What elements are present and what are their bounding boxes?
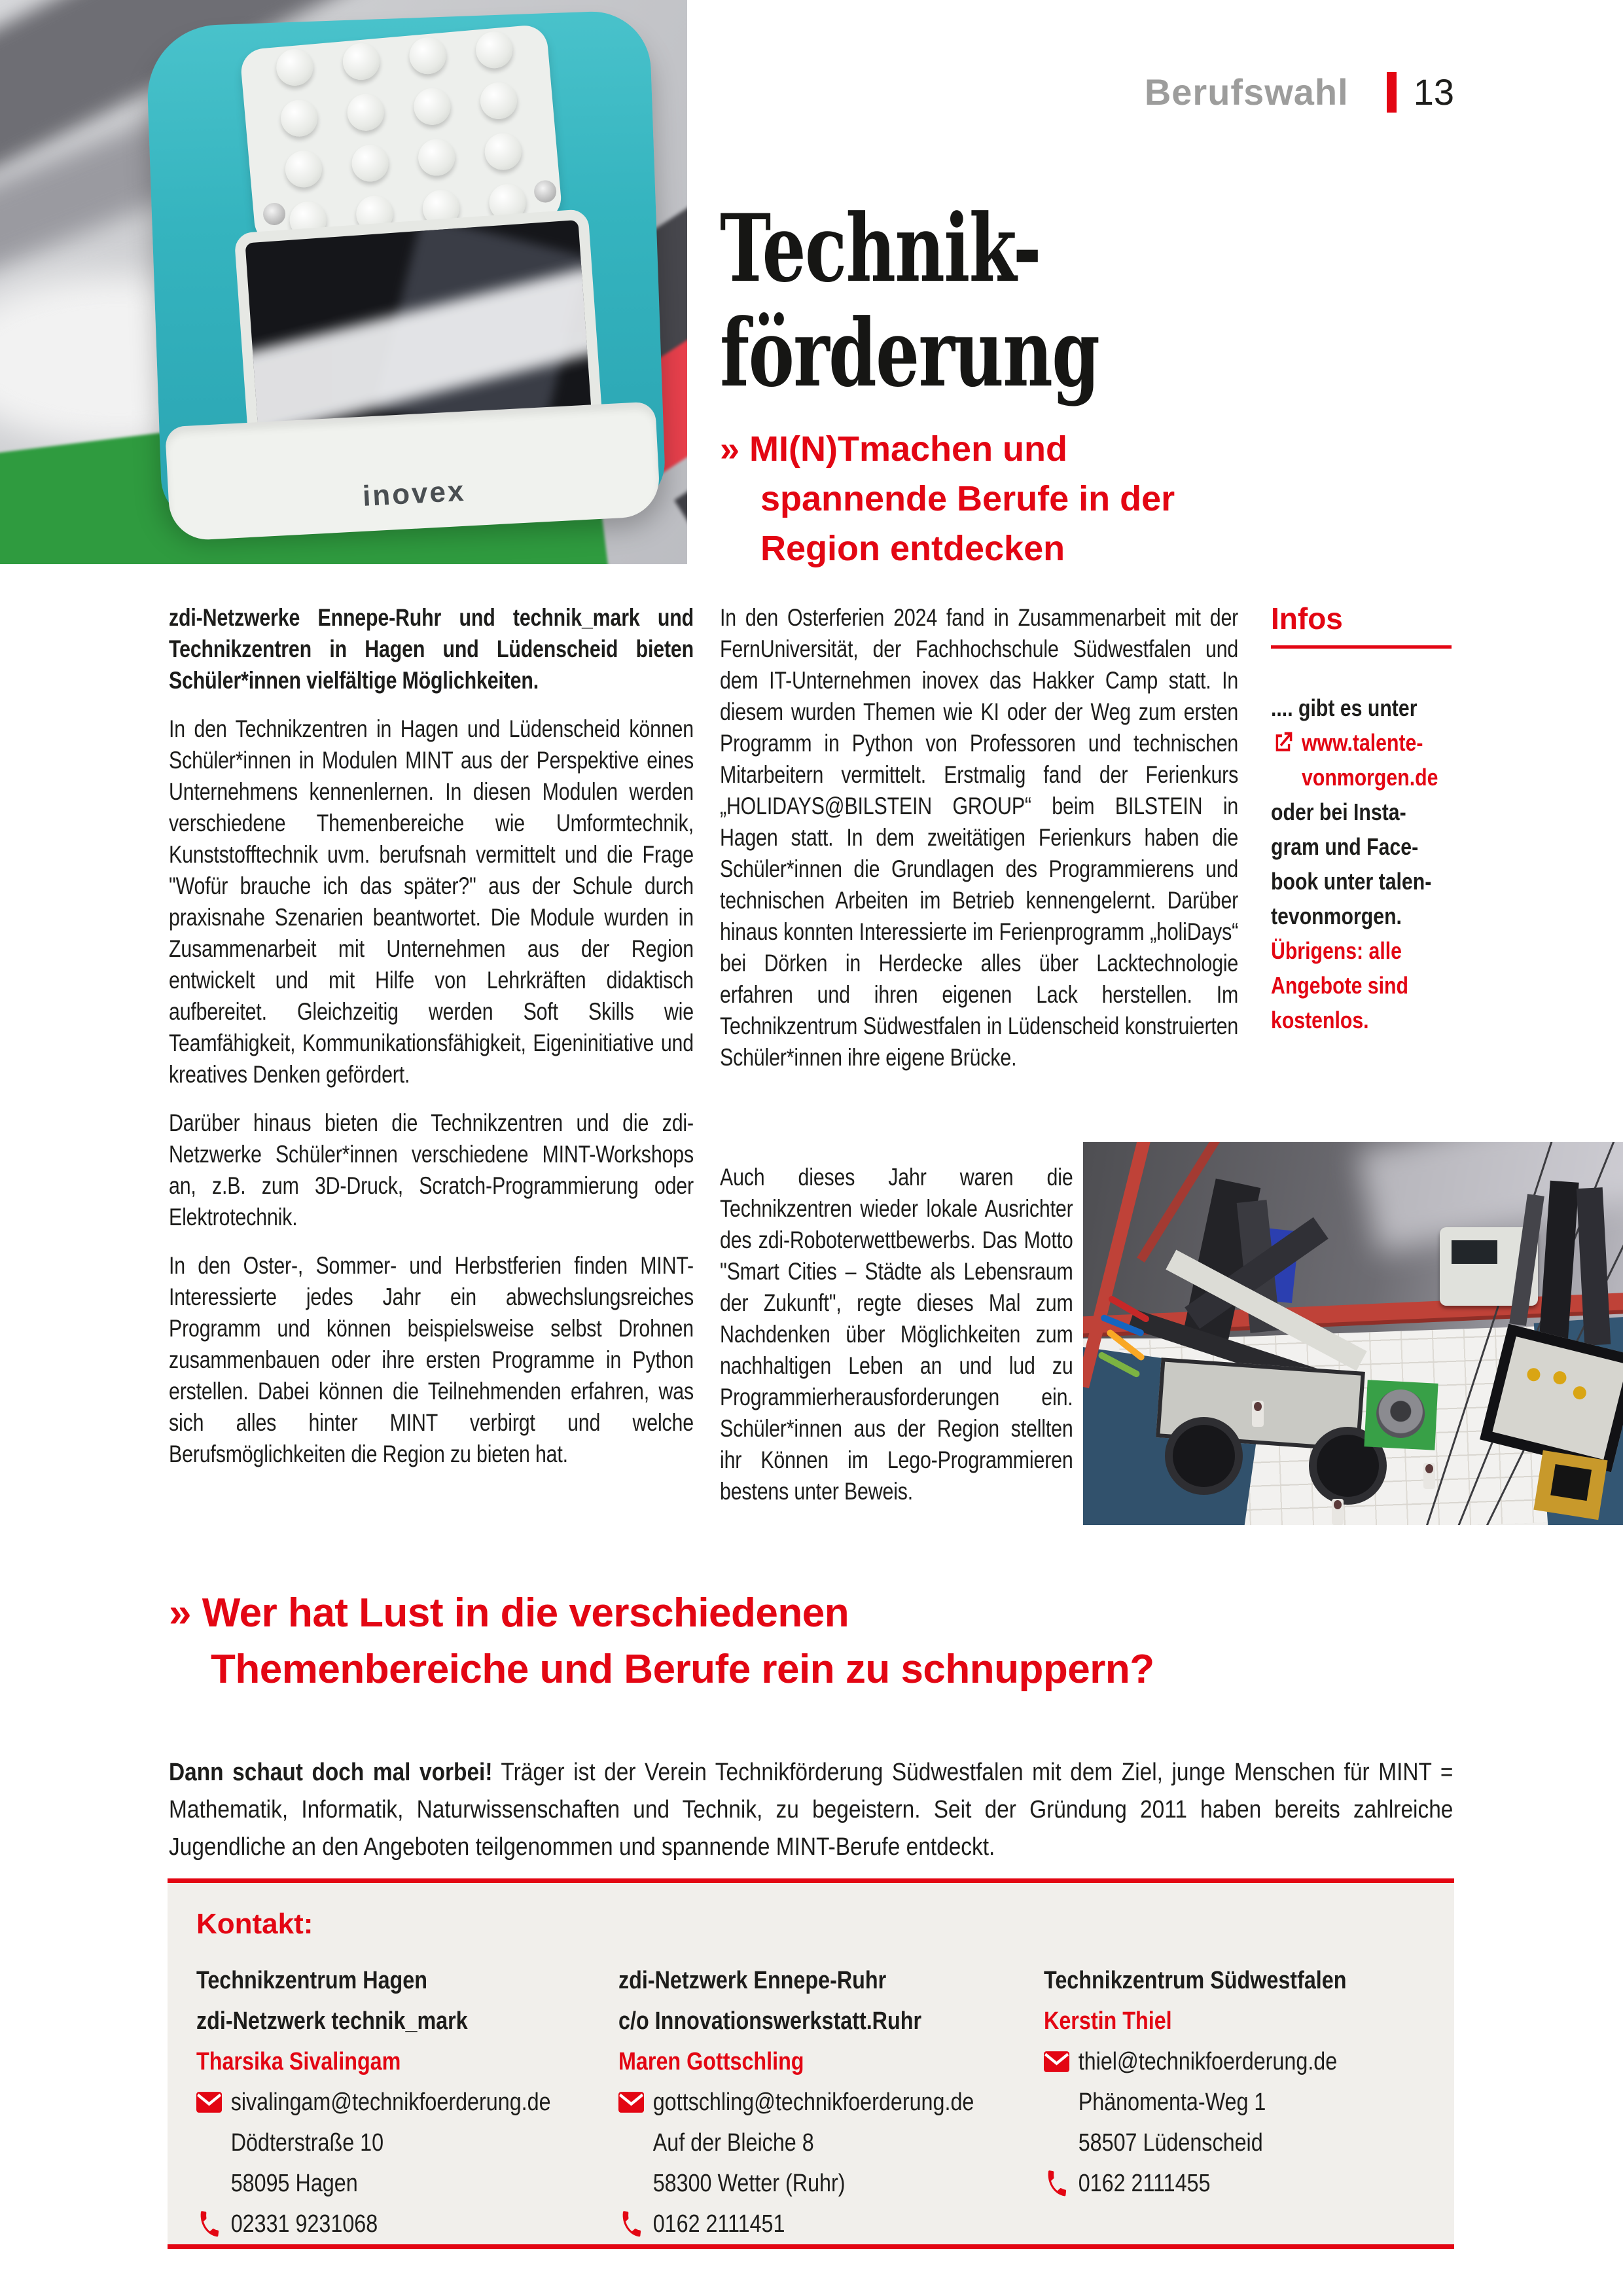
mail-icon xyxy=(1044,2050,1069,2073)
info-line: gram und Face- xyxy=(1271,833,1419,860)
section-label: Berufswahl xyxy=(1144,71,1349,113)
info-link-row[interactable] xyxy=(1271,725,1455,760)
contact-city: 58300 Wetter (Ruhr) xyxy=(652,2170,846,2197)
intro-paragraph: zdi-Netzwerke Ennepe-Ruhr und technik_mark und Technikzentren in Hagen und Lüdenscheid bieten Schüler*innen vielfältige Möglichkeiten. xyxy=(169,604,694,694)
cta-heading-line2: Themenbereiche und Berufe rein zu schnuppern? xyxy=(211,1647,1154,1692)
photo-toy-bus-robot xyxy=(0,0,687,564)
arena-gold-plate xyxy=(1533,1450,1607,1520)
phone-icon xyxy=(196,2209,222,2239)
cta-heading-line1: » Wer hat Lust in die verschiedenen xyxy=(169,1590,849,1636)
info-note-line: Übrigens: alle xyxy=(1271,937,1402,964)
cta-heading xyxy=(169,1585,1154,1698)
contact-label: Kontakt: xyxy=(196,1908,313,1940)
contact-org2: zdi-Netzwerk technik_mark xyxy=(196,2007,468,2035)
phone-icon xyxy=(1044,2168,1069,2198)
contact-street: Dödterstraße 10 xyxy=(230,2129,384,2157)
cta-paragraph xyxy=(169,1754,1453,1866)
contact-phone-row xyxy=(618,2204,1041,2244)
info-title: Infos xyxy=(1271,601,1343,636)
contact-phone-row xyxy=(196,2204,619,2244)
article-title-line1: Technik- xyxy=(720,194,1041,303)
text-column-left xyxy=(169,602,694,1487)
contact-person: Kerstin Thiel xyxy=(1044,2007,1172,2035)
contact-org: Technikzentrum Hagen xyxy=(196,1967,427,1994)
contact-email-row xyxy=(1044,2041,1467,2082)
contact-phone: 0162 2111451 xyxy=(652,2210,785,2238)
phone-icon xyxy=(618,2209,644,2239)
contact-phone-row xyxy=(1044,2163,1467,2204)
contact-email[interactable]: sivalingam@technikfoerderung.de xyxy=(230,2089,551,2116)
contact-city: 58507 Lüdenscheid xyxy=(1078,2129,1263,2157)
toy-bus-body xyxy=(145,10,666,524)
text-column-middle xyxy=(720,602,1238,1090)
bus-brand-label: inovex xyxy=(361,475,467,512)
contact-person: Tharsika Sivalingam xyxy=(196,2048,401,2075)
contact-box xyxy=(168,1878,1454,2249)
paper-figure xyxy=(1423,1463,1435,1489)
subtitle-line1: » MI(N)Tmachen und xyxy=(720,429,1068,469)
info-sidebar xyxy=(1271,601,1454,1037)
paragraph: Auch dieses Jahr waren die Technikzentren wieder lokale Ausrichter des zdi-Roboterwettbewerbs. Das Motto "Smart Cities – Städte als Lebensraum der Zukunft", regte dieses Mal zum Nachdenken über Möglichkeiten zum nachhaltigen Leben an und lud zu Programmierherausforderungen ein. Schüler*innen aus der Region stellten ihr Können im Lego-Programmieren bestens unter Beweis. xyxy=(720,1164,1073,1505)
contact-email[interactable]: gottschling@technikfoerderung.de xyxy=(652,2089,974,2116)
contact-org2: c/o Innovationswerkstatt.Ruhr xyxy=(618,2007,922,2035)
article-title-line2: förderung xyxy=(720,299,1099,408)
page-number: 13 xyxy=(1413,71,1454,113)
mail-icon xyxy=(196,2090,222,2114)
paper-figure xyxy=(1252,1401,1264,1427)
info-note-line: kostenlos. xyxy=(1271,1007,1369,1033)
subtitle-line2: spannende Berufe in der xyxy=(760,479,1175,518)
contact-phone: 0162 2111455 xyxy=(1078,2170,1211,2197)
info-title-rule xyxy=(1271,645,1452,649)
article-title xyxy=(720,196,1099,406)
mail-icon xyxy=(618,2090,644,2114)
toy-bus-lego-roof xyxy=(240,24,563,246)
paragraph: In den Technikzentren in Hagen und Lüdenscheid können Schüler*innen in Modulen MINT aus der Perspektive eines Unternehmens kennenlernen. In diesen Modulen werden verschiedene Themenbereiche wie Umformtechnik, Kunststofftechnik uvm. berufsnah vermittelt und die Frage "Wofür brauche ich das später?" aus der Schule durch praxisnahe Szenarien beantwortet. Die Module wurden in Zusammenarbeit mit Unternehmen aus der Region entwickelt und mit Hilfe von Lehrkräften didaktisch aufbereitet. Gleichzeitig werden Soft Skills wie Teamfähigkeit, Kommunikationsfähigkeit, Eigeninitiative und kreatives Denken gefördert. xyxy=(169,715,694,1088)
contact-column-ennepe-ruhr xyxy=(618,1960,1041,2244)
external-link-icon xyxy=(1271,728,1295,757)
contact-street: Phänomenta-Weg 1 xyxy=(1078,2089,1266,2116)
info-note-line: Angebote sind xyxy=(1271,972,1408,999)
contact-street: Auf der Bleiche 8 xyxy=(652,2129,814,2157)
page-header xyxy=(1145,71,1454,113)
cta-lead: Dann schaut doch mal vorbei! xyxy=(169,1759,493,1786)
info-intro: .... gibt es unter xyxy=(1271,694,1418,721)
subtitle-line3: Region entdecken xyxy=(760,529,1065,568)
paragraph: In den Oster-, Sommer- und Herbstferien finden MINT-Interessierte jedes Jahr ein abwechslungsreiches Programm und können beispielsweise selbst Drohnen zusammenbauen oder ihre ersten Programme in Python erstellen. Dabei können die Teilnehmenden erfahren, was sich alles hinter MINT verbirgt und welche Berufsmöglichkeiten die Region zu bieten hat. xyxy=(169,1252,694,1467)
cta-rest: Träger ist der Verein Technikförderung Südwestfalen mit dem Ziel, junge Menschen für MINT = Mathematik, Informatik, Naturwissenschaften und Technik, zu begeistern. Seit der Gründung 2011 haben bereits zahlreiche Jugendliche an den Angeboten teilgenommen und spannende MINT-Berufe entdeckt. xyxy=(169,1759,1454,1861)
article-subtitle xyxy=(720,424,1175,573)
contact-phone: 02331 9231068 xyxy=(230,2210,378,2238)
contact-column-hagen xyxy=(196,1960,619,2244)
contact-org: Technikzentrum Südwestfalen xyxy=(1044,1967,1347,1994)
toy-bus xyxy=(145,10,666,524)
contact-email[interactable]: thiel@technikfoerderung.de xyxy=(1078,2048,1338,2075)
info-line: oder bei Insta- xyxy=(1271,798,1406,825)
contact-person: Maren Gottschling xyxy=(618,2048,804,2075)
contact-org: zdi-Netzwerk Ennepe-Ruhr xyxy=(618,1967,887,1994)
contact-email-row xyxy=(618,2082,1041,2123)
info-body xyxy=(1271,691,1455,1037)
paragraph: Darüber hinaus bieten die Technikzentren und die zdi-Netzwerke Schüler*innen verschiedene MINT-Workshops an, z.B. zum 3D-Druck, Scratch-Programmierung oder Elektrotechnik. xyxy=(169,1109,694,1230)
photo-robot-competition xyxy=(1083,1142,1623,1525)
contact-column-suedwestfalen xyxy=(1044,1960,1467,2204)
paper-figure xyxy=(1332,1499,1344,1525)
info-line: book unter talen- xyxy=(1271,868,1432,895)
contact-email-row xyxy=(196,2082,619,2123)
info-link-line1[interactable]: www.talente- xyxy=(1302,729,1423,756)
arena-green-plate xyxy=(1364,1380,1438,1450)
text-column-middle-narrow xyxy=(720,1162,1073,1524)
info-link-line2[interactable]: vonmorgen.de xyxy=(1302,764,1438,791)
paragraph: In den Osterferien 2024 fand in Zusammenarbeit mit der FernUniversität, der Fachhochschule Südwestfalen und dem IT-Unternehmen inovex das Hakker Camp statt. In diesem wurden Themen wie KI oder der Weg zum ersten Programm in Python von Professoren und technischen Mitarbeitern vermittelt. Erstmalig fand der Ferienkurs „HOLIDAYS@BILSTEIN GROUP“ beim BILSTEIN in Hagen statt. In dem zweitätigen Ferienkurs haben die Schüler*innen die Grundlagen des Programmierens und technischen Arbeiten im Betrieb kennengelernt. Darüber hinaus konnten Interessierte im Ferienprogramm „holiDays“ bei Dörken in Herdecke alles über Lacktechnologie erfahren und ihren eigenen Lack herstellen. Im Technikzentrum Südwestfalen in Lüdenscheid konstruierten Schüler*innen ihre eigene Brücke. xyxy=(720,604,1239,1071)
contact-city: 58095 Hagen xyxy=(230,2170,358,2197)
info-line: tevonmorgen. xyxy=(1271,903,1402,929)
page-number-divider xyxy=(1387,72,1397,113)
